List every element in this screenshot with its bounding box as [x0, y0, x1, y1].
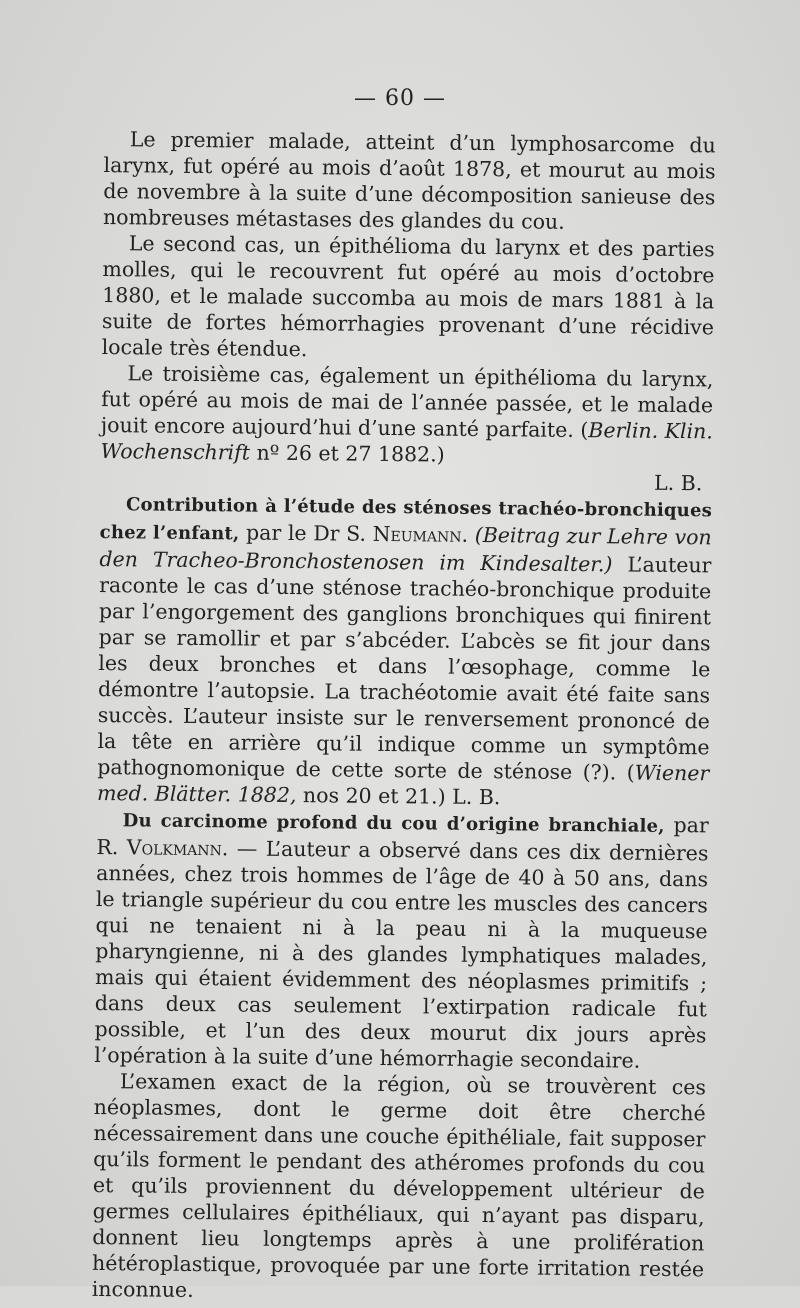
third-case-signature: L. B. [653, 470, 703, 496]
paragraph-second-case: Le second cas, un épithélioma du larynx et des parties molles, qui le recouvrent fut opéré au mois d’octobre 1880, et le malade succomba au mois de mars 1881 à la suite de fortes hémorrhagies provenant d’une récidive locale très étendue. [101, 231, 715, 362]
volkmann-author: R. Volkmann. [96, 834, 229, 861]
volkmann-by: par [664, 812, 709, 838]
neumann-german-title: (Beitrag zur Lehre von den Tracheo-Bronchostenosen im Kindesalter.) [99, 522, 712, 577]
neumann-author: S. Neumann. [346, 521, 469, 547]
neumann-body: L’auteur raconte le cas d’une sténose trachéo-bronchique produite par l’engorgement des ganglions bronchiques qui finirent par se ramollir et par s’abcéder. L’abcès se fit jour dans les deux bronches et dans l’œsophage, comme le démontre l’autopsie. La trachéotomie avait été faite sans succès. L’auteur insiste sur le renversement prononcé de la tête en arrière qu’il indique comme un symptôme pathognomonique de cette sorte de sténose (?). ( [97, 552, 712, 785]
paragraph-volkmann-review [94, 806, 709, 1074]
paragraph-neumann-review [97, 490, 712, 812]
neumann-tail: nos 20 et 21.) [296, 783, 446, 809]
neumann-signature: L. B. [452, 784, 501, 810]
paragraph-examination: L’examen exact de la région, où se trouvèrent ces néoplasmes, dont le germe doit être cherché nécessairement dans une couche épithéliale, fait supposer qu’ils forment le pendant des athéromes profonds du cou et qu’ils proviennent du développement ultérieur de germes cellulaires épithéliaux, qui n’ayant pas disparu, donnent lieu longtemps après à une prolifération hétéroplastique, provoquée par une forte irritation restée inconnue. [91, 1069, 707, 1303]
paragraph-third-case [100, 360, 713, 496]
third-case-source: Berlin. Klin. Wochenschrift [100, 418, 713, 465]
third-case-text: Le troisième cas, également un épithélioma du larynx, fut opéré au mois de mai de l’année passée, et le malade jouit encore aujourd’hui d’une santé parfaite. ( [100, 361, 714, 443]
volkmann-heading: Du carcinome profond du cou d’origine branchiale, [122, 810, 665, 837]
paragraph-first-case: Le premier malade, atteint d’un lymphosarcome du larynx, fut opéré au mois d’août 1878, et mourut au mois de novembre à la suite d’une décomposition sanieuse des nombreuses métastases des glandes du cou. [102, 127, 716, 234]
neumann-source: Wiener med. Blätter. 1882, [96, 760, 710, 808]
neumann-by: par le Dr [239, 520, 347, 546]
neumann-heading: Contribution à l’étude des sténoses trachéo-bronchiques chez l’enfant, [99, 494, 713, 545]
volkmann-body: — L’auteur a observé dans ces dix dernières années, chez trois hommes de l’âge de 40 à 50 ans, dans le triangle supérieur du cou entre les muscles des cancers qui ne tenaient ni à la peau ni à la muqueuse pharyngienne, ni à des glandes lymphatiques malades, mais qui étaient évidemment des néoplasmes primitifs ; dans deux cas seulement l’extirpation radicale fut possible, et l’un des deux mourut dix jours après l’opération à la suite d’une hémorrhagie secondaire. [94, 836, 709, 1073]
body-text [92, 126, 716, 1308]
page-number: — 60 — [354, 86, 446, 111]
third-case-tail: nº 26 et 27 1882.) [249, 440, 445, 467]
